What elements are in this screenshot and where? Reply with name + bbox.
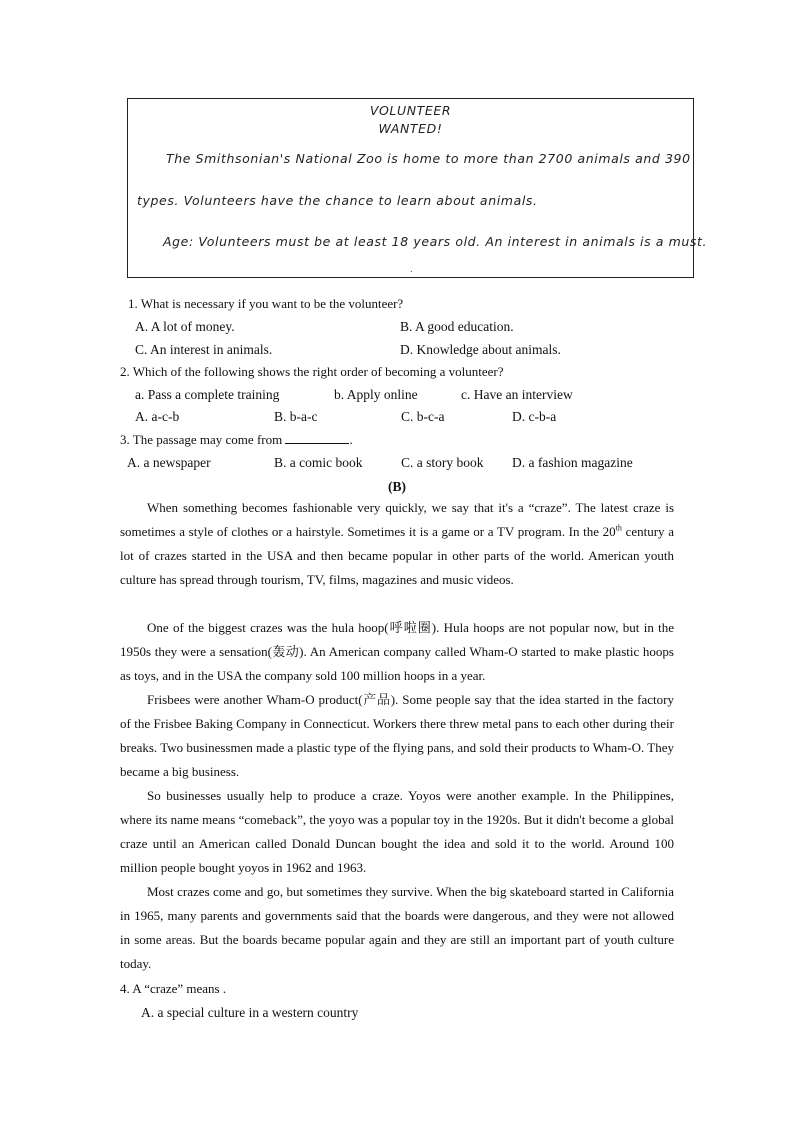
question-3-option-d: D. a fashion magazine: [512, 455, 633, 470]
question-1-option-d: D. Knowledge about animals.: [400, 342, 561, 357]
passage-p1-part1: When something becomes fashionable very quickly, we say that it's a “craze”. The latest craze is sometimes a style of clothes or a hairstyle. Sometimes it is a game or a TV program. In the 20: [120, 500, 674, 539]
passage-paragraph-4: So businesses usually help to produce a craze. Yoyos were another example. In the Philippines, where its name means “comeback”, the yoyo was a popular toy in the 1920s. But it didn't become a global craze until an American called Donald Duncan bought the idea and sold it to the world. Around 100 million people bought yoyos in 1962 and 1963.: [120, 788, 674, 875]
passage-paragraph-2: One of the biggest crazes was the hula hoop(呼啦圈). Hula hoops are not popular now, but in the 1950s they were a sensation(轰动). An American company called Wham-O started to make plastic hoops as toys, and in the USA the company sold 100 million hoops in a year.: [120, 620, 674, 683]
question-4-text: 4. A “craze” means .: [120, 981, 227, 996]
passage-paragraph-3: Frisbees were another Wham-O product(产品). Some people say that the idea started in the factory of the Frisbee Baking Company in Connecticut. Workers there threw metal pans to each other during their breaks. Two businessmen made a plastic type of the flying pans, and sold their products to Wham-O. They became a big business.: [120, 692, 674, 779]
passage-paragraph-1: [120, 496, 674, 592]
passage-p1-sup: th: [615, 523, 622, 533]
question-3-option-c: C. a story book: [401, 455, 484, 470]
question-4-option-a: A. a special culture in a western country: [141, 1005, 359, 1020]
question-2-text: 2. Which of the following shows the right order of becoming a volunteer?: [120, 364, 504, 379]
question-3-end: .: [349, 432, 353, 447]
ad-body-line2: types. Volunteers have the chance to learn about animals.: [137, 193, 538, 208]
question-2-step-a: a. Pass a complete training: [135, 387, 280, 402]
volunteer-ad-box: [127, 98, 708, 278]
question-1-option-b: B. A good education.: [400, 319, 514, 334]
question-2-option-b: B. b-a-c: [274, 409, 318, 424]
ad-title-line2: WANTED!: [378, 121, 443, 136]
question-2-step-b: b. Apply online: [334, 387, 418, 402]
question-2-step-c: c. Have an interview: [461, 387, 573, 402]
passage-p1-part2: century a lot of crazes started in the USA and then became popular in other parts of the world. American youth culture has spread through tourism, TV, films, magazines and music videos.: [120, 524, 674, 587]
question-3-option-b: B. a comic book: [274, 455, 363, 470]
question-2-option-c: C. b-c-a: [401, 409, 445, 424]
question-1-option-c: C. An interest in animals.: [135, 342, 273, 357]
question-3-option-a: A. a newspaper: [127, 455, 211, 470]
section-b-heading: (B): [388, 479, 406, 494]
question-2-option-d: D. c-b-a: [512, 409, 557, 424]
ad-body-line1: The Smithsonian's National Zoo is home to more than 2700 animals and 390: [166, 151, 691, 166]
question-3-stem: 3. The passage may come from: [120, 432, 283, 447]
question-2-option-a: A. a-c-b: [135, 409, 180, 424]
ad-tail-mark: .: [410, 265, 414, 274]
question-1-text: 1. What is necessary if you want to be the volunteer?: [128, 296, 404, 311]
question-3-text: [120, 432, 353, 448]
question-1-option-a: A. A lot of money.: [135, 319, 235, 334]
ad-title-line1: VOLUNTEER: [369, 103, 452, 118]
ad-body-line3: Age: Volunteers must be at least 18 years old. An interest in animals is a must.: [163, 234, 708, 249]
answer-blank: [285, 432, 349, 444]
passage-paragraph-5: Most crazes come and go, but sometimes they survive. When the big skateboard started in California in 1965, many parents and governments said that the boards were dangerous, and they were not allowed in some areas. But the boards became popular again and they are still an important part of youth culture today.: [120, 884, 674, 971]
